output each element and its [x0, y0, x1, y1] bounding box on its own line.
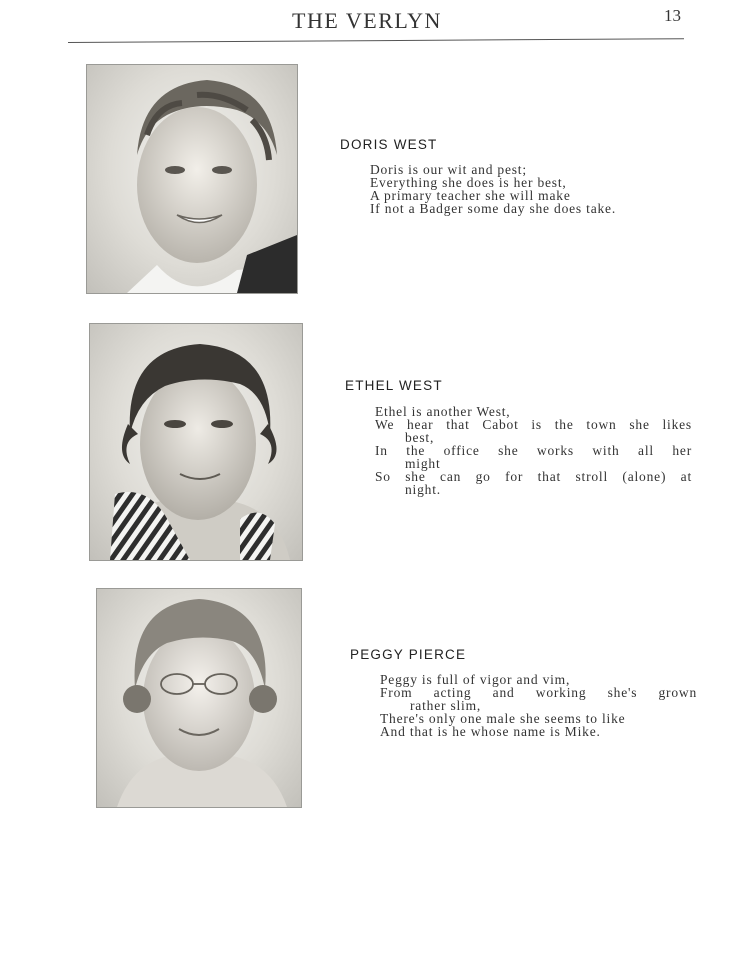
- verse-line: In the office she works with all her: [375, 443, 692, 458]
- verse-line: best,: [405, 430, 435, 445]
- student-name: DORIS WEST: [340, 137, 438, 152]
- page-number: 13: [664, 6, 681, 25]
- student-verse: [370, 163, 690, 215]
- verse-line: A primary teacher she will make: [370, 188, 571, 203]
- portrait-photo-peggy-pierce: [96, 588, 302, 808]
- verse-line: So she can go for that stroll (alone) at: [375, 469, 692, 484]
- verse-line: might: [405, 456, 441, 471]
- verse-line: night.: [405, 482, 441, 497]
- student-name: ETHEL WEST: [345, 378, 443, 393]
- student-name: PEGGY PIERCE: [350, 647, 467, 662]
- verse-line: rather slim,: [410, 698, 482, 713]
- verse-line: From acting and working she's grown: [380, 685, 697, 700]
- verse-line: And that is he whose name is Mike.: [380, 724, 601, 739]
- verse-line: Doris is our wit and pest;: [370, 162, 527, 177]
- verse-line: Everything she does is her best,: [370, 175, 567, 190]
- portrait-photo-doris-west: [86, 64, 298, 294]
- student-verse: [375, 405, 692, 496]
- verse-line: Ethel is another West,: [375, 404, 511, 419]
- student-verse: [380, 673, 697, 738]
- page-header-title: THE VERLYN: [292, 8, 442, 33]
- header-rule: [68, 38, 684, 43]
- verse-line: Peggy is full of vigor and vim,: [380, 672, 571, 687]
- verse-line: We hear that Cabot is the town she likes: [375, 417, 692, 432]
- verse-line: If not a Badger some day she does take.: [370, 201, 617, 216]
- verse-line: There's only one male she seems to like: [380, 711, 626, 726]
- portrait-photo-ethel-west: [89, 323, 303, 561]
